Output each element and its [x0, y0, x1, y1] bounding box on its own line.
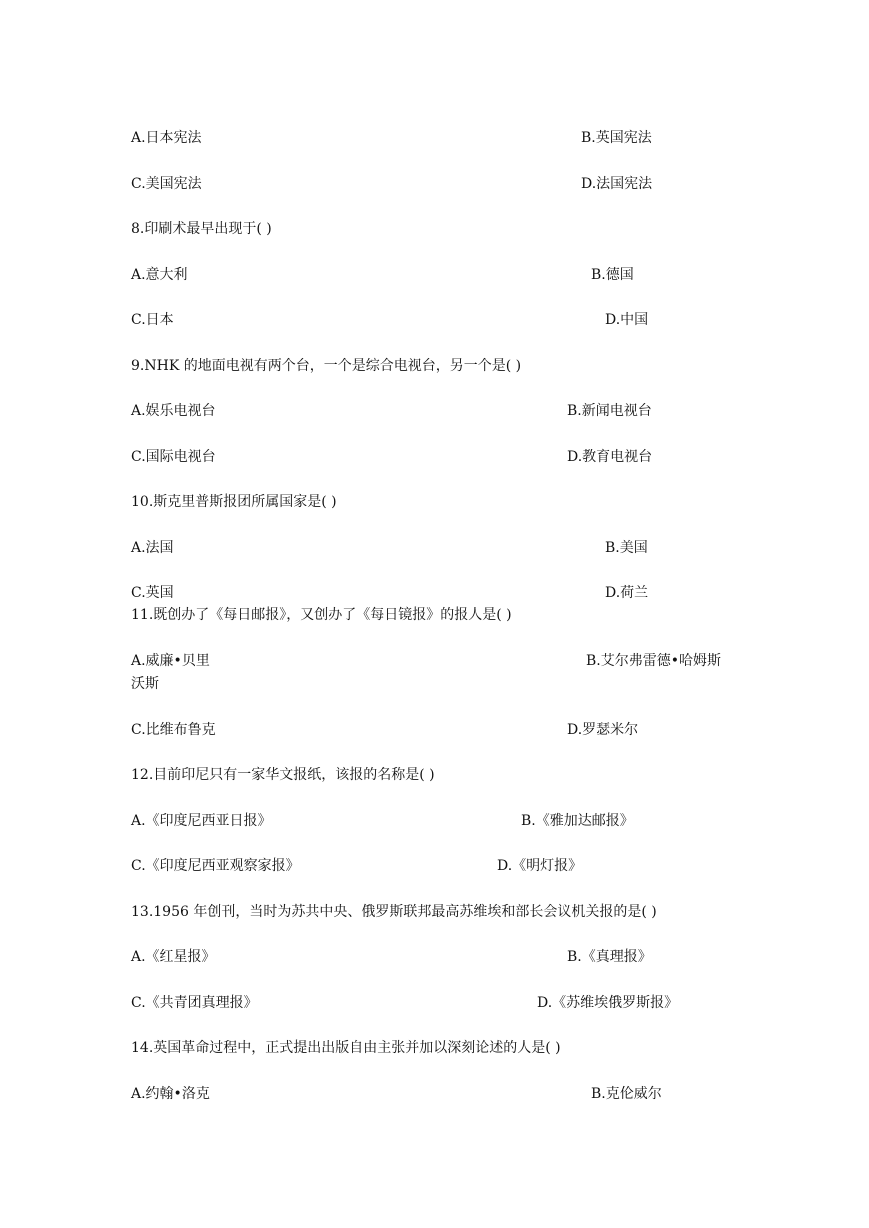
option-12c: C.《印度尼西亚观察家报》: [131, 858, 300, 874]
option-11b-continued: 沃斯: [131, 676, 159, 692]
option-11a: A.威廉•贝里: [131, 653, 210, 669]
option-8d: D.中国: [605, 312, 649, 328]
option-10c: C.英国: [131, 585, 174, 601]
option-11c: C.比维布鲁克: [131, 722, 216, 738]
question-12: 12.目前印尼只有一家华文报纸，该报的名称是( ): [131, 767, 435, 783]
option-9b: B.新闻电视台: [567, 403, 652, 419]
option-9a: A.娱乐电视台: [131, 403, 216, 419]
option-10d: D.荷兰: [605, 585, 649, 601]
option-13c: C.《共青团真理报》: [131, 995, 258, 1011]
option-14a: A.约翰•洛克: [131, 1086, 210, 1102]
option-13b: B.《真理报》: [567, 949, 652, 965]
question-9: 9.NHK 的地面电视有两个台，一个是综合电视台，另一个是( ): [131, 358, 522, 374]
question-8: 8.印刷术最早出现于( ): [131, 221, 272, 237]
option-12b: B.《雅加达邮报》: [521, 813, 634, 829]
option-13a: A.《红星报》: [131, 949, 216, 965]
option-7c: C.美国宪法: [131, 176, 202, 192]
question-14: 14.英国革命过程中，正式提出出版自由主张并加以深刻论述的人是( ): [131, 1040, 561, 1056]
question-11: 11.既创办了《每日邮报》，又创办了《每日镜报》的报人是( ): [131, 607, 512, 623]
option-9d: D.教育电视台: [567, 449, 653, 465]
option-11d: D.罗瑟米尔: [567, 722, 639, 738]
option-13d: D.《苏维埃俄罗斯报》: [537, 995, 679, 1011]
question-10: 10.斯克里普斯报团所属国家是( ): [131, 494, 337, 510]
option-9c: C.国际电视台: [131, 449, 216, 465]
option-12d: D.《明灯报》: [497, 858, 583, 874]
option-12a: A.《印度尼西亚日报》: [131, 813, 272, 829]
option-7a: A.日本宪法: [131, 130, 202, 146]
option-10a: A.法国: [131, 540, 174, 556]
option-7d: D.法国宪法: [581, 176, 653, 192]
option-11b: B.艾尔弗雷德•哈姆斯: [586, 653, 721, 669]
option-8c: C.日本: [131, 312, 174, 328]
option-8b: B.德国: [591, 267, 634, 283]
option-10b: B.美国: [605, 540, 648, 556]
option-7b: B.英国宪法: [581, 130, 652, 146]
question-13: 13.1956 年创刊，当时为苏共中央、俄罗斯联邦最高苏维埃和部长会议机关报的是( ): [131, 904, 657, 920]
option-14b: B.克伦威尔: [591, 1086, 662, 1102]
option-8a: A.意大利: [131, 267, 188, 283]
